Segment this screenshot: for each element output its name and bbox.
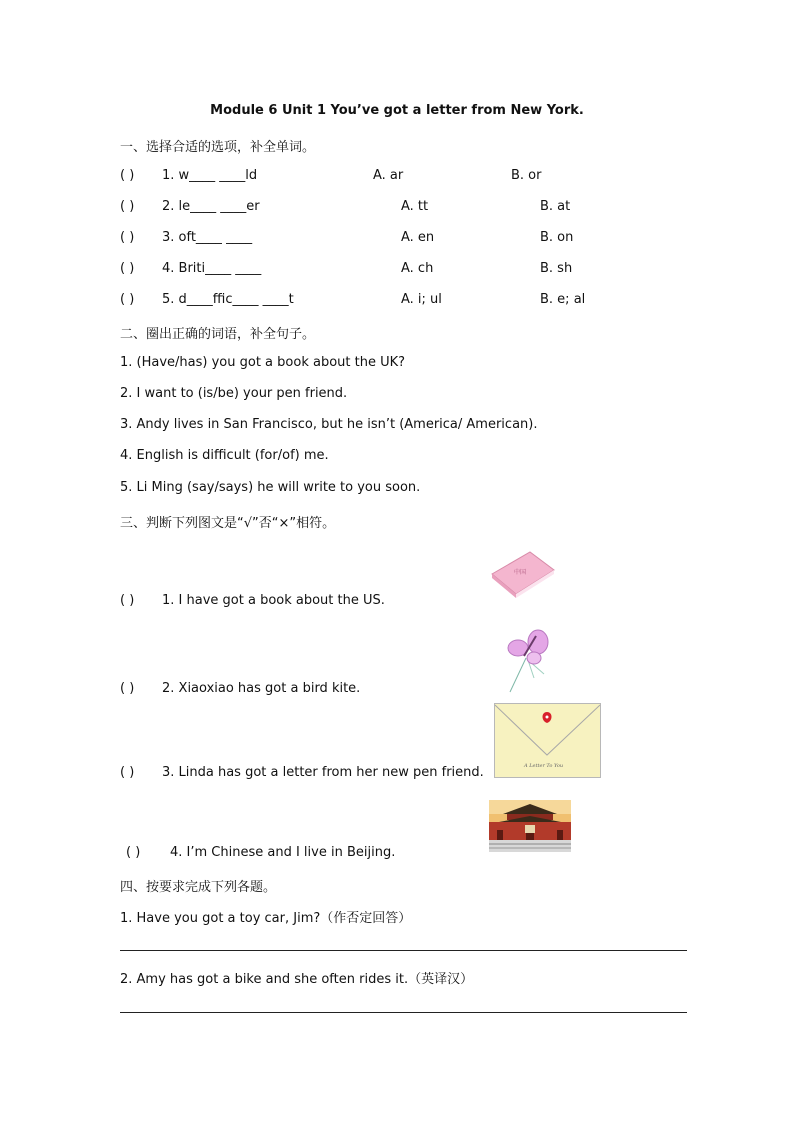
answer-paren[interactable]: ( )	[120, 261, 135, 276]
tiananmen-icon	[489, 800, 571, 852]
section-2-heading: 二、圈出正确的词语，补全句子。	[120, 327, 316, 342]
statement-text: 1. I have got a book about the US.	[162, 593, 385, 608]
question-stem: 4. Briti____ ____	[162, 261, 262, 276]
option-b: B. at	[540, 199, 571, 214]
option-b: B. on	[540, 230, 574, 245]
option-a: A. tt	[401, 199, 429, 214]
question-stem: 5. d____ffic____ ____t	[162, 292, 294, 307]
answer-paren[interactable]: ( )	[120, 199, 135, 214]
option-b: B. sh	[540, 261, 573, 276]
pink-book-icon	[490, 548, 556, 600]
list-item: 2. Amy has got a bike and she often rides it.（英译汉）	[120, 972, 474, 987]
list-item: 3. Andy lives in San Francisco, but he isn’t (America/ American).	[120, 417, 538, 432]
answer-paren[interactable]: ( )	[120, 681, 135, 696]
option-a: A. i; ul	[401, 292, 442, 307]
answer-paren[interactable]: ( )	[120, 765, 135, 780]
statement-text: 3. Linda has got a letter from her new pen friend.	[162, 765, 484, 780]
list-item: 5. Li Ming (say/says) he will write to you soon.	[120, 480, 421, 495]
section-3-heading: 三、判断下列图文是“√”否“×”相符。	[120, 516, 336, 531]
answer-line[interactable]	[120, 950, 687, 951]
option-b: B. e; al	[540, 292, 586, 307]
butterfly-kite-icon	[504, 628, 552, 694]
option-a: A. ar	[373, 168, 404, 183]
page-title: Module 6 Unit 1 You’ve got a letter from New York.	[210, 103, 584, 118]
statement-text: 4. I’m Chinese and I live in Beijing.	[170, 845, 396, 860]
answer-line[interactable]	[120, 1012, 687, 1013]
answer-paren[interactable]: ( )	[126, 845, 141, 860]
list-item: 1. (Have/has) you got a book about the UK?	[120, 355, 406, 370]
question-stem: 2. le____ ____er	[162, 199, 260, 214]
option-a: A. ch	[401, 261, 434, 276]
option-a: A. en	[401, 230, 435, 245]
book-cover-text: 中国	[514, 569, 527, 576]
section-1-heading: 一、选择合适的选项，补全单词。	[120, 140, 316, 155]
list-item: 4. English is difficult (for/of) me.	[120, 448, 329, 463]
question-stem: 3. oft____ ____	[162, 230, 253, 245]
statement-text: 2. Xiaoxiao has got a bird kite.	[162, 681, 361, 696]
answer-paren[interactable]: ( )	[120, 292, 135, 307]
list-item: 2. I want to (is/be) your pen friend.	[120, 386, 348, 401]
list-item: 1. Have you got a toy car, Jim?（作否定回答）	[120, 911, 412, 926]
answer-paren[interactable]: ( )	[120, 168, 135, 183]
answer-paren[interactable]: ( )	[120, 593, 135, 608]
question-stem: 1. w____ ____ld	[162, 168, 258, 183]
envelope-text: A Letter To You	[524, 763, 564, 769]
option-b: B. or	[511, 168, 542, 183]
section-4-heading: 四、按要求完成下列各题。	[120, 880, 277, 895]
answer-paren[interactable]: ( )	[120, 230, 135, 245]
envelope-icon	[494, 703, 601, 778]
